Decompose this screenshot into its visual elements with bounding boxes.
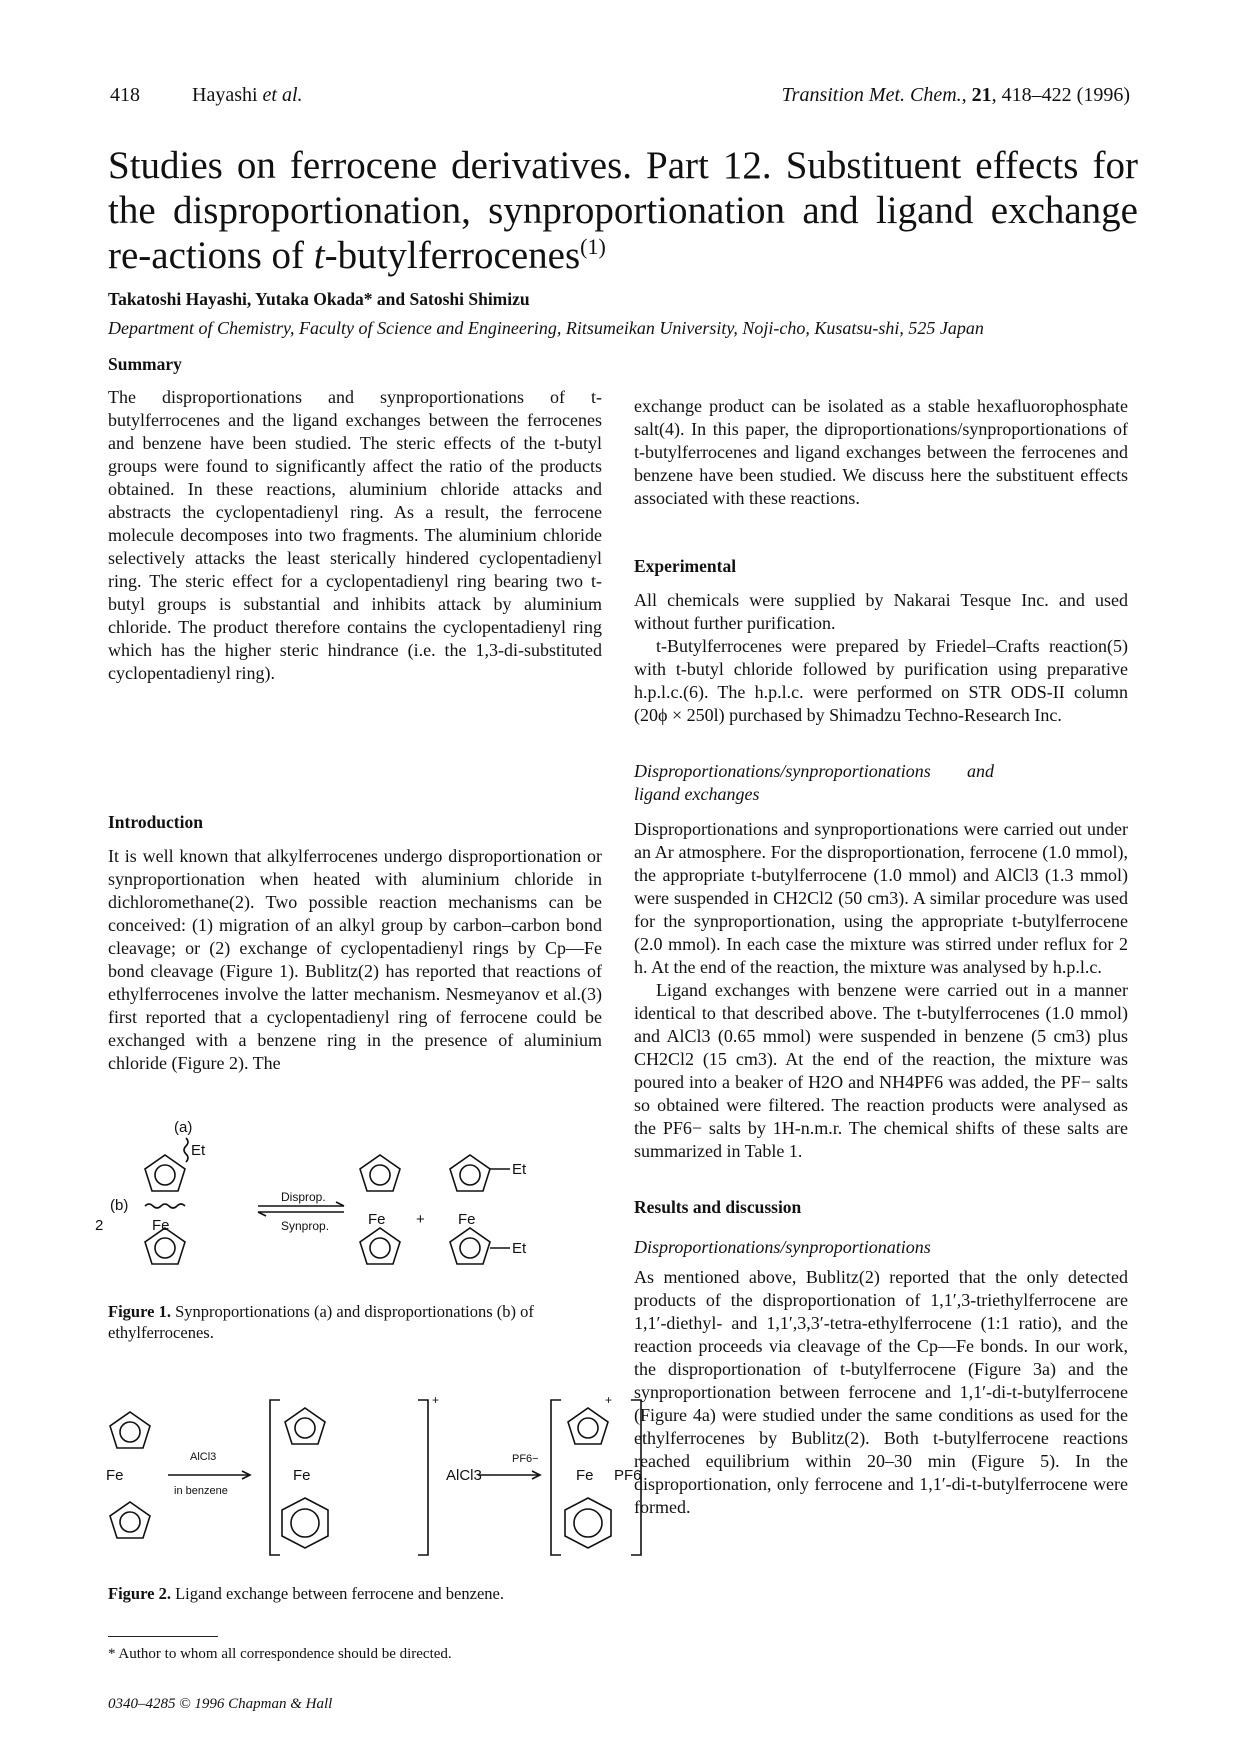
methods-p2: Ligand exchanges with benzene were carried out in a manner identical to that described above. The t-butylferrocenes (1.0 mmol) and AlCl3 (0.65 mmol) were suspended in benzene (5 cm3) plus CH2Cl2 (15 cm3). At the end of the reaction, the mixture was poured into a beaker of H2O and NH4PF6 was added, the PF− salts so obtained were filtered. The reaction products were analysed as the PF6− salts by 1H-n.m.r. The chemical shifts of these salts are summarized in Table 1. bbox=[634, 980, 1128, 1161]
article-title: Studies on ferrocene derivatives. Part 12. Substituent effects for the disproportionation, synproportionation and ligand exchange re-actions of t-butylferrocenes$^{(1)}$ bbox=[108, 144, 1138, 277]
subsection-heading-2: Disproportionations/synproportionations bbox=[634, 1237, 931, 1257]
ethyl-label: Et bbox=[512, 1161, 527, 1178]
plus-sign: + bbox=[416, 1211, 425, 1228]
affiliation: Department of Chemistry, Faculty of Science and Engineering, Ritsumeikan University, Noji-cho, Kusatsu-shi, 525 Japan bbox=[108, 318, 984, 338]
experimental-p1: All chemicals were supplied by Nakarai Tesque Inc. and used without further purification. bbox=[634, 590, 1128, 633]
figure-2-scheme bbox=[100, 1390, 642, 1565]
fe-label: Fe bbox=[576, 1467, 594, 1484]
fe-label: Fe bbox=[368, 1211, 386, 1228]
coefficient: 2 bbox=[95, 1217, 104, 1234]
fe-label: Fe bbox=[106, 1467, 124, 1484]
alcl3-anion: AlCl3− bbox=[446, 1467, 491, 1484]
subsection-heading-1: Disproportionations/synproportionations and ligand exchanges bbox=[634, 761, 994, 804]
disprop-label: Disprop. bbox=[281, 1190, 326, 1204]
running-header bbox=[110, 84, 1130, 114]
figure-2-caption: Figure 2. Ligand exchange between ferrocene and benzene. bbox=[108, 1584, 504, 1603]
figure-1-caption: Figure 1. Synproportionations (a) and disproportionations (b) of ethylferrocenes. bbox=[108, 1302, 534, 1342]
solvent-label: in benzene bbox=[174, 1485, 228, 1497]
summary-section bbox=[108, 353, 602, 685]
experimental-heading: Experimental bbox=[634, 556, 737, 576]
pf6-anion: PF6 bbox=[614, 1467, 642, 1484]
page-number: 418 bbox=[110, 84, 140, 106]
author-list: Takatoshi Hayashi, Yutaka Okada* and Satoshi Shimizu bbox=[108, 289, 530, 309]
header-authors: Hayashi et al. bbox=[192, 84, 303, 106]
charge-plus: + bbox=[605, 1393, 613, 1407]
introduction-section bbox=[108, 811, 602, 1075]
ethyl-label: Et bbox=[191, 1142, 206, 1159]
fe-label: Fe bbox=[152, 1217, 170, 1234]
figure-1-scheme bbox=[95, 1118, 600, 1280]
header-journal: Transition Met. Chem., 21, 418–422 (1996) bbox=[781, 84, 1130, 106]
synprop-label: Synprop. bbox=[281, 1219, 330, 1233]
label-b: (b) bbox=[110, 1197, 129, 1214]
footnote: * Author to whom all correspondence should be directed. bbox=[108, 1646, 452, 1662]
label-a: (a) bbox=[174, 1119, 193, 1136]
intro-continuation: exchange product can be isolated as a stable hexafluorophosphate salt(4). In this paper, the diproportionations/synproportionations of t-butylferrocenes and ligand exchanges between the ferrocenes and benzene have been studied. We discuss here the substituent effects associated with these reactions. bbox=[634, 396, 1128, 508]
results-heading: Results and discussion bbox=[634, 1197, 802, 1217]
copyright-line: 0340–4285 © 1996 Chapman & Hall bbox=[108, 1696, 333, 1712]
methods-p1: Disproportionations and synproportionations were carried out under an Ar atmosphere. For the disproportionation, ferrocene (1.0 mmol), the appropriate t-butylferrocene (1.0 mmol) and AlCl3 (1.3 mmol) were suspended in CH2Cl2 (50 cm3). A similar procedure was used for the synproportionation, using the appropriate t-butylferrocene (2.0 mmol). In each case the mixture was stirred under reflux for 2 h. At the end of the reaction, the mixture was analysed by h.p.l.c. bbox=[634, 819, 1128, 977]
charge-plus: + bbox=[432, 1393, 440, 1407]
fe-label: Fe bbox=[458, 1211, 476, 1228]
introduction-heading: Introduction bbox=[108, 812, 203, 832]
introduction-text: It is well known that alkylferrocenes undergo disproportionation or synproportionation when heated with aluminium chloride in dichloromethane(2). Two possible reaction mechanisms can be conceived: (1) migration of an alkyl group by carbon–carbon bond cleavage; or (2) exchange of cyclopentadienyl rings by Cp—Fe bond cleavage (Figure 1). Bublitz(2) has reported that reactions of ethylferrocenes involve the latter mechanism. Nesmeyanov et al.(3) first reported that a cyclopentadienyl ring of ferrocene could be exchanged with a benzene ring in the presence of aluminium chloride (Figure 2). The bbox=[108, 846, 602, 1073]
ethyl-label: Et bbox=[512, 1240, 527, 1257]
experimental-p2: t-Butylferrocenes were prepared by Friedel–Crafts reaction(5) with t-butyl chloride followed by purification using preparative h.p.l.c.(6). The h.p.l.c. were performed on STR ODS-II column (20ϕ × 250l) purchased by Shimadzu Techno-Research Inc. bbox=[634, 636, 1128, 725]
footnote-rule bbox=[108, 1636, 218, 1637]
summary-heading: Summary bbox=[108, 354, 182, 374]
results-p1: As mentioned above, Bublitz(2) reported that the only detected products of the disproportionation of 1,1′,3-triethylferrocene are 1,1′-diethyl- and 1,1′,3,3′-tetra-ethylferrocene (1:1 ratio), and the reaction proceeds via cleavage of the Cp—Fe bonds. In our work, the disproportionation of t-butylferrocene (Figure 3a) and the synproportionation between ferrocene and 1,1′-di-t-butylferrocene (Figure 4a) were studied under the same conditions as used for the ethylferrocenes by Bublitz(2). Both t-butylferrocene reactions reached equilibrium within 20–30 min (Figure 5). In the disproportionation, only ferrocene and 1,1′-di-t-butylferrocene were formed. bbox=[634, 1267, 1128, 1517]
alcl3-reagent: AlCl3 bbox=[190, 1451, 217, 1463]
right-column bbox=[634, 395, 1128, 1519]
pf6-reagent: PF6− bbox=[512, 1453, 539, 1465]
summary-text: The disproportionations and synproportionations of t-butylferrocenes and the ligand exchanges between the ferrocenes and benzene have been studied. The steric effects of the t-butyl groups were found to significantly affect the ratio of the products obtained. In these reactions, aluminium chloride attacks and abstracts the cyclopentadienyl ring. As a result, the ferrocene molecule decomposes into two fragments. The aluminium chloride selectively attacks the least sterically hindered cyclopentadienyl ring. The steric effect for a cyclopentadienyl ring bearing two t-butyl groups is substantial and inhibits attack by aluminium chloride. The product therefore contains the cyclopentadienyl ring which has the higher steric hindrance (i.e. the 1,3-di-substituted cyclopentadienyl ring). bbox=[108, 387, 602, 683]
fe-label: Fe bbox=[293, 1467, 311, 1484]
